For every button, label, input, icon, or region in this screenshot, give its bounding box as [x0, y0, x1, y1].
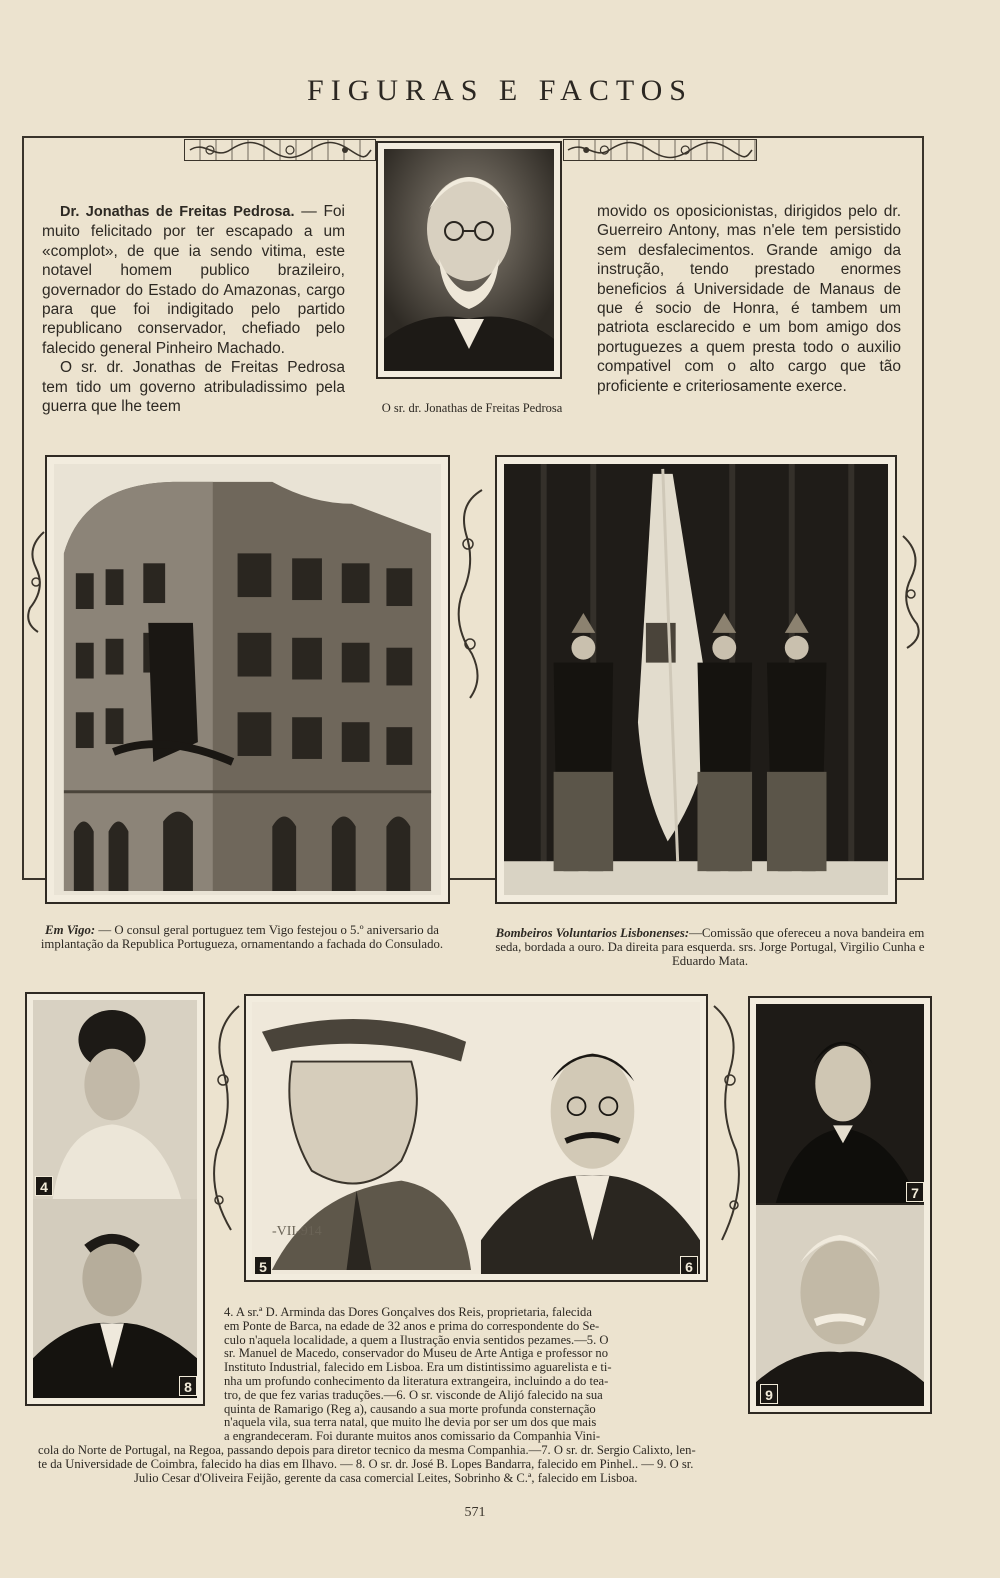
- obit-line: em Ponte de Barca, na edade de 32 anos e prima do correspondente do Se-: [224, 1318, 600, 1333]
- obit-line: 4. A sr.ª D. Arminda das Dores Gonçalves dos Reis, proprietaria, falecida: [224, 1305, 592, 1319]
- scroll-ornament-bottom-left-icon: [205, 1000, 245, 1250]
- caption-vigo-head: Em Vigo:: [45, 923, 96, 937]
- badge-8: 8: [179, 1376, 197, 1396]
- obit-line: culo n'aquela localidade, a quem a Ilustração envia sentidos pezames.—5. O: [224, 1332, 609, 1347]
- article-lead-name: Dr. Jonathas de Freitas Pedrosa.: [60, 204, 295, 220]
- badge-7: 7: [906, 1182, 924, 1202]
- caption-bombeiros-body: —Comissão que ofereceu a nova bandeira em seda, bordada a ouro. Da direita para esquerda. srs. Jorge Portugal, Virgilio Cunha e Eduardo Mata.: [495, 926, 925, 968]
- obit-line: tro, de que fez varias traduções.—6. O sr. visconde de Alijó falecido na sua: [224, 1387, 603, 1402]
- obit-line: nha um profundo conhecimento da literatura extrangeira, incluindo a do tea-: [224, 1373, 609, 1388]
- scroll-ornament-center-icon: [452, 484, 492, 704]
- obit-line: a engrandeceram. Foi durante muitos anos comissario da Companhia Vini-: [224, 1429, 601, 1444]
- scroll-ornament-bottom-right-icon: [708, 1000, 748, 1255]
- caption-bombeiros: [490, 927, 930, 968]
- caption-vigo-body: — O consul geral portuguez tem Vigo festejou o 5.º aniversario da implantação da Republica Portugueza, ornamentando a fachada do Consulado.: [40, 923, 444, 951]
- obit-line: quinta de Ramarigo (Reg a), causando a sua morte profunda consternação: [224, 1401, 596, 1416]
- obit-line: te da Universidade de Coimbra, falecido ha dias em Ilhavo. — 8. O sr. dr. José B. Lopes Bandarra, falecido em Pinhel.. — 9. O sr.: [38, 1456, 694, 1471]
- article-left-column: [42, 202, 345, 416]
- page-number: 571: [464, 1505, 486, 1520]
- page-title: FIGURAS E FACTOS: [307, 74, 693, 107]
- obituaries-text: [24, 1306, 924, 1485]
- badge-6: 6: [680, 1256, 698, 1274]
- article-paragraph-2: O sr. dr. Jonathas de Freitas Pedrosa tem tido um governo atribuladissimo pela guerra que lhe teem: [42, 359, 345, 416]
- caption-vigo: [22, 924, 462, 952]
- portrait-photo-pedrosa: [376, 141, 562, 379]
- sketch-date-mark: -VII-914: [272, 1224, 322, 1239]
- obit-line: cola do Norte de Portugal, na Regoa, passando depois para diretor tecnico da mesma Companhia.—7. O sr. dr. Sergio Calixto, len-: [38, 1442, 696, 1457]
- ornament-left-icon: [184, 139, 376, 161]
- scroll-ornament-right-icon: [897, 532, 925, 652]
- ornament-right-icon: [563, 139, 757, 161]
- obit-line: Julio Cesar d'Oliveira Feijão, gerente da casa comercial Leites, Sobrinho & C.ª, falecido em Lisboa.: [134, 1470, 638, 1485]
- obit-line: n'aquela vila, sua terra natal, que muito lhe devia por ser um dos que mais: [224, 1415, 597, 1430]
- portraits-5-6: [244, 994, 708, 1282]
- photo-bombeiros-flag: [495, 455, 897, 904]
- badge-5: 5: [254, 1256, 272, 1274]
- badge-9: 9: [760, 1384, 778, 1404]
- badge-4: 4: [35, 1176, 53, 1196]
- caption-bombeiros-head: Bombeiros Voluntarios Lisbonenses:: [495, 926, 690, 940]
- photo-vigo-consulate: [45, 455, 450, 904]
- obit-line: sr. Manuel de Macedo, conservador do Museu de Arte Antiga e professor no: [224, 1346, 609, 1361]
- article-paragraph-1: — Foi muito felicitado por ter escapado a um «complot», de que ia sendo vitima, este notavel homem publico brazileiro, governador do Estado do Amazonas, cargo para que foi indigitado pelo partido republicano conservador, chefiado pelo falecido general Pinheiro Machado.: [42, 203, 345, 357]
- article-right-column: movido os oposicionistas, dirigidos pelo dr. Guerreiro Antony, mas n'ele tem persistido sem desfalecimentos. Grande amigo da instrução, tendo prestado enormes beneficios á Universidade de Manaus de que é socio de Honra, é tambem um patriota esclarecido e um bom amigo dos portuguezes a quem presta todo o auxilio compativel com o alto cargo que tão proficiente e criteriosamente exerce.: [597, 203, 901, 395]
- portrait-caption: O sr. dr. Jonathas de Freitas Pedrosa: [381, 401, 563, 415]
- obit-line: Instituto Industrial, falecido em Lisboa. Era um distintissimo aguarelista e ti-: [224, 1360, 612, 1375]
